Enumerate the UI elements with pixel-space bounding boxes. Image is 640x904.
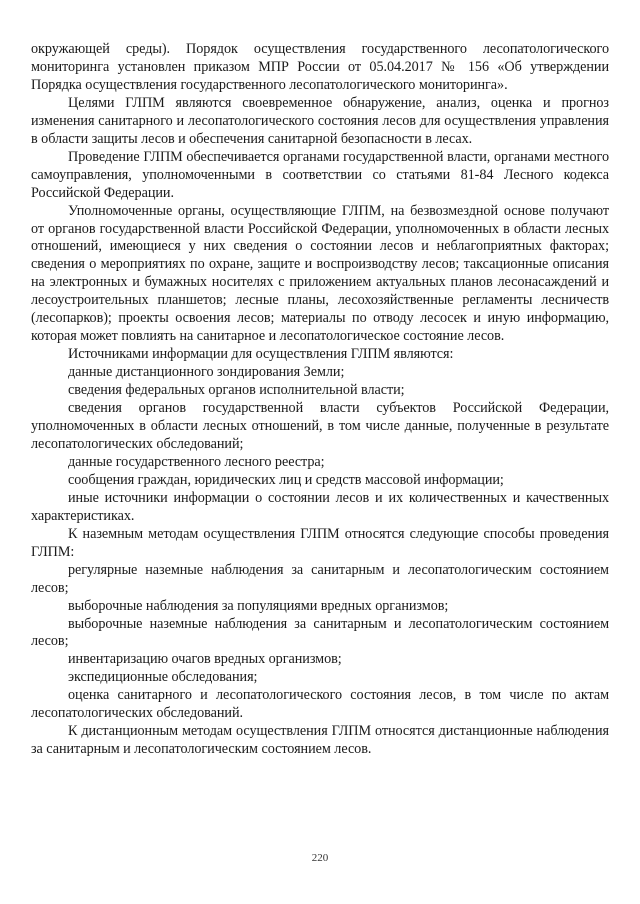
paragraph: К наземным методам осуществления ГЛПМ относятся следующие способы проведения ГЛПМ: [31,525,609,560]
paragraph: Целями ГЛПМ являются своевременное обнаружение, анализ, оценка и прогноз изменения санитарного и лесопатологического состояния лесов для осуществления управления в области защиты лесов и обеспечения санитарной безопасности в лесах. [31,94,609,147]
list-item: данные государственного лесного реестра; [68,453,325,470]
list-item: иные источники информации о состоянии лесов и их количественных и качественных характеристиках. [31,489,609,524]
list-item: экспедиционные обследования; [68,669,258,686]
paragraph: Проведение ГЛПМ обеспечивается органами государственной власти, органами местного самоуправления, уполномоченными в соответствии со статьями 81-84 Лесного кодекса Российской Федерации. [31,148,609,201]
list-item: оценка санитарного и лесопатологического состояния лесов, в том числе по актам лесопатологических обследований. [31,687,609,722]
list-item: выборочные наблюдения за популяциями вредных организмов; [68,597,449,614]
paragraph: Источниками информации для осуществления ГЛПМ являются: [68,346,454,363]
list-item: данные дистанционного зондирования Земли; [68,364,345,381]
paragraph: Уполномоченные органы, осуществляющие ГЛПМ, на безвозмездной основе получают от органов государственной власти Российской Федерации, уполномоченных в области лесных отношений, имеющиеся у них сведения о состоянии лесов и неблагоприятных факторах; сведения о мероприятиях по охране, защите и воспроизводству лесов; таксационные описания на электронных и бумажных носителях с приложением актуальных планов лесонасаждений и лесоустроительных планшетов; лесные планы, лесохозяйственные регламенты лесничеств (лесопарков); проекты освоения лесов; материалы по отводу лесосек и иную информацию, которая может повлиять на санитарное и лесопатологическое состояние лесов. [31,202,609,345]
paragraph: окружающей среды). Порядок осуществления государственного лесопатологического мониторинга установлен приказом МПР России от 05.04.2017 № 156 «Об утверждении Порядка осуществления государственного лесопатологического мониторинга». [31,41,609,93]
list-item: выборочные наземные наблюдения за санитарным и лесопатологическим состоянием лесов; [31,615,609,650]
page-number: 220 [311,852,329,864]
list-item: инвентаризацию очагов вредных организмов; [68,651,342,668]
page-body [31,41,609,759]
list-item: сообщения граждан, юридических лиц и средств массовой информации; [68,471,504,488]
list-item: регулярные наземные наблюдения за санитарным и лесопатологическим состоянием лесов; [31,561,609,596]
paragraph: К дистанционным методам осуществления ГЛПМ относятся дистанционные наблюдения за санитарным и лесопатологическим состоянием лесов. [31,723,609,758]
list-item: сведения органов государственной власти субъектов Российской Федерации, уполномоченных в области лесных отношений, в том числе данные, полученные в результате лесопатологических обследований; [31,400,609,452]
list-item: сведения федеральных органов исполнительной власти; [68,382,405,399]
